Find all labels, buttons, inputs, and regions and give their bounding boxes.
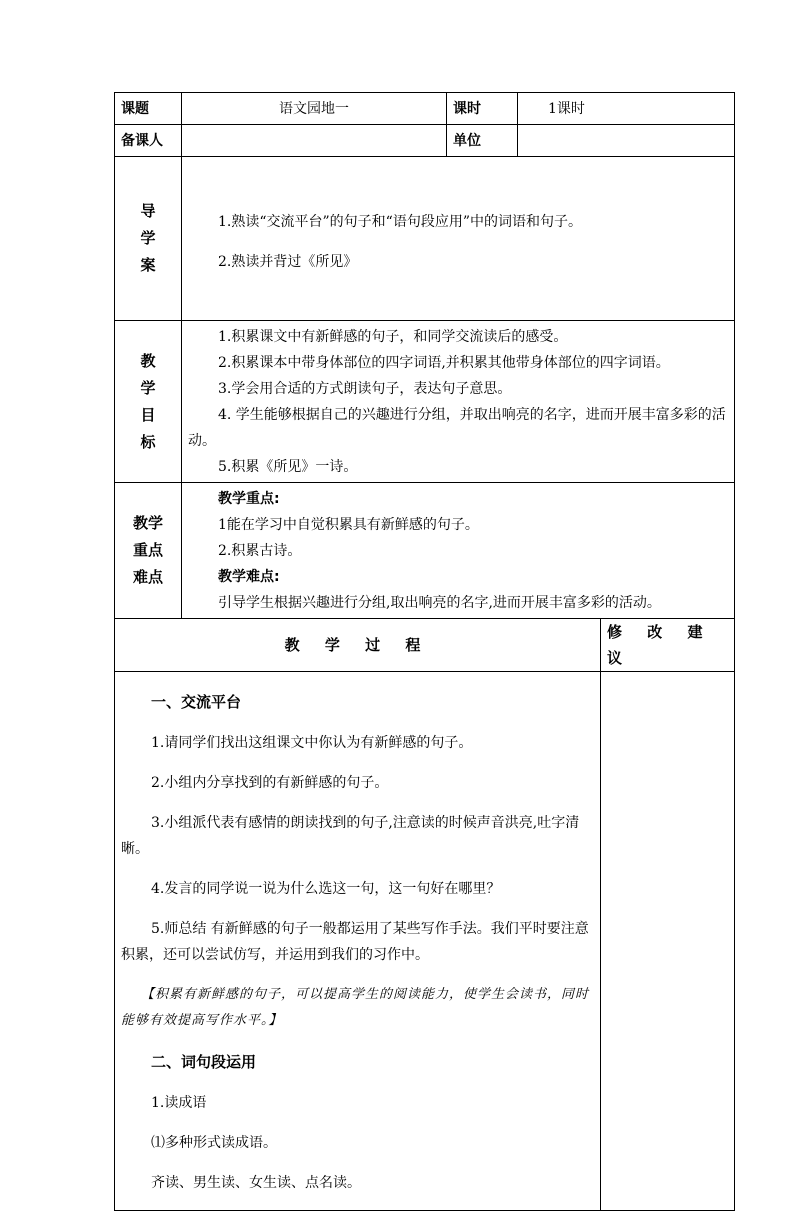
keypoints-content — [182, 483, 735, 619]
key-item: 2.积累古诗。 — [218, 542, 302, 559]
section1-item: 5.师总结 有新鲜感的句子一般都运用了某些写作手法。我们平时要注意积累，还可以尝试仿写，并运用到我们的习作中。 — [121, 921, 589, 963]
header-row-topic — [115, 93, 735, 125]
section1-item: 4.发言的同学说一说为什么选这一句，这一句好在哪里？ — [151, 881, 501, 897]
preparer-value — [182, 125, 447, 157]
section2-item: 齐读、男生读、女生读、点名读。 — [151, 1175, 361, 1191]
section1-item: 3.小组派代表有感情的朗读找到的句子,注意读的时候声音洪亮,吐字清晰。 — [121, 815, 580, 857]
goals-row — [115, 321, 735, 483]
goal-item: 1.积累课文中有新鲜感的句子，和同学交流读后的感受。 — [218, 328, 568, 345]
keypoints-row — [115, 483, 735, 619]
section2-item: 1.读成语 — [151, 1095, 207, 1111]
hours-value: 1课时 — [518, 93, 735, 125]
hours-label: 课时 — [447, 93, 518, 125]
process-content-row — [115, 672, 735, 1211]
goal-item: 3.学会用合适的方式朗读句子，表达句子意思。 — [218, 380, 512, 397]
section2-title: 二、词句段运用 — [151, 1053, 257, 1071]
lesson-plan-table — [114, 92, 735, 1211]
goal-item: 5.积累《所见》一诗。 — [218, 458, 358, 475]
preparer-label: 备课人 — [115, 125, 182, 157]
guide-item: 2.熟读并背过《所见》 — [218, 254, 358, 270]
key-item: 1能在学习中自觉积累具有新鲜感的句子。 — [218, 516, 479, 533]
topic-label: 课题 — [115, 93, 182, 125]
suggest-title: 修 改 建 议 — [601, 619, 735, 672]
process-title: 教 学 过 程 — [115, 619, 601, 672]
process-header-row — [115, 619, 735, 672]
guide-content — [182, 157, 735, 321]
hard-title: 教学难点: — [218, 568, 280, 585]
unit-label: 单位 — [447, 125, 518, 157]
suggest-content — [601, 672, 735, 1211]
key-title: 教学重点: — [218, 490, 280, 507]
header-row-preparer — [115, 125, 735, 157]
goal-item: 4. 学生能够根据自己的兴趣进行分组，并取出响亮的名字，进而开展丰富多彩的活动。 — [188, 406, 726, 449]
keypoints-label: 教学 重点 难点 — [115, 483, 182, 619]
process-content — [115, 672, 601, 1211]
guide-row — [115, 157, 735, 321]
unit-value — [518, 125, 735, 157]
hard-item: 引导学生根据兴趣进行分组,取出响亮的名字,进而开展丰富多彩的活动。 — [218, 594, 661, 611]
section1-title: 一、交流平台 — [151, 693, 242, 711]
section1-note: 【积累有新鲜感的句子，可以提高学生的阅读能力，使学生会读书，同时能够有效提高写作水平。】 — [121, 987, 590, 1028]
guide-item: 1.熟读“交流平台”的句子和“语句段应用”中的词语和句子。 — [218, 214, 582, 230]
goal-item: 2.积累课本中带身体部位的四字词语,并积累其他带身体部位的四字词语。 — [218, 354, 670, 371]
section1-item: 1.请同学们找出这组课文中你认为有新鲜感的句子。 — [151, 735, 473, 751]
guide-label: 导 学 案 — [115, 157, 182, 321]
goals-label: 教 学 目 标 — [115, 321, 182, 483]
section2-item: ⑴多种形式读成语。 — [151, 1135, 277, 1151]
goals-content — [182, 321, 735, 483]
section1-item: 2.小组内分享找到的有新鲜感的句子。 — [151, 775, 389, 791]
topic-value: 语文园地一 — [182, 93, 447, 125]
